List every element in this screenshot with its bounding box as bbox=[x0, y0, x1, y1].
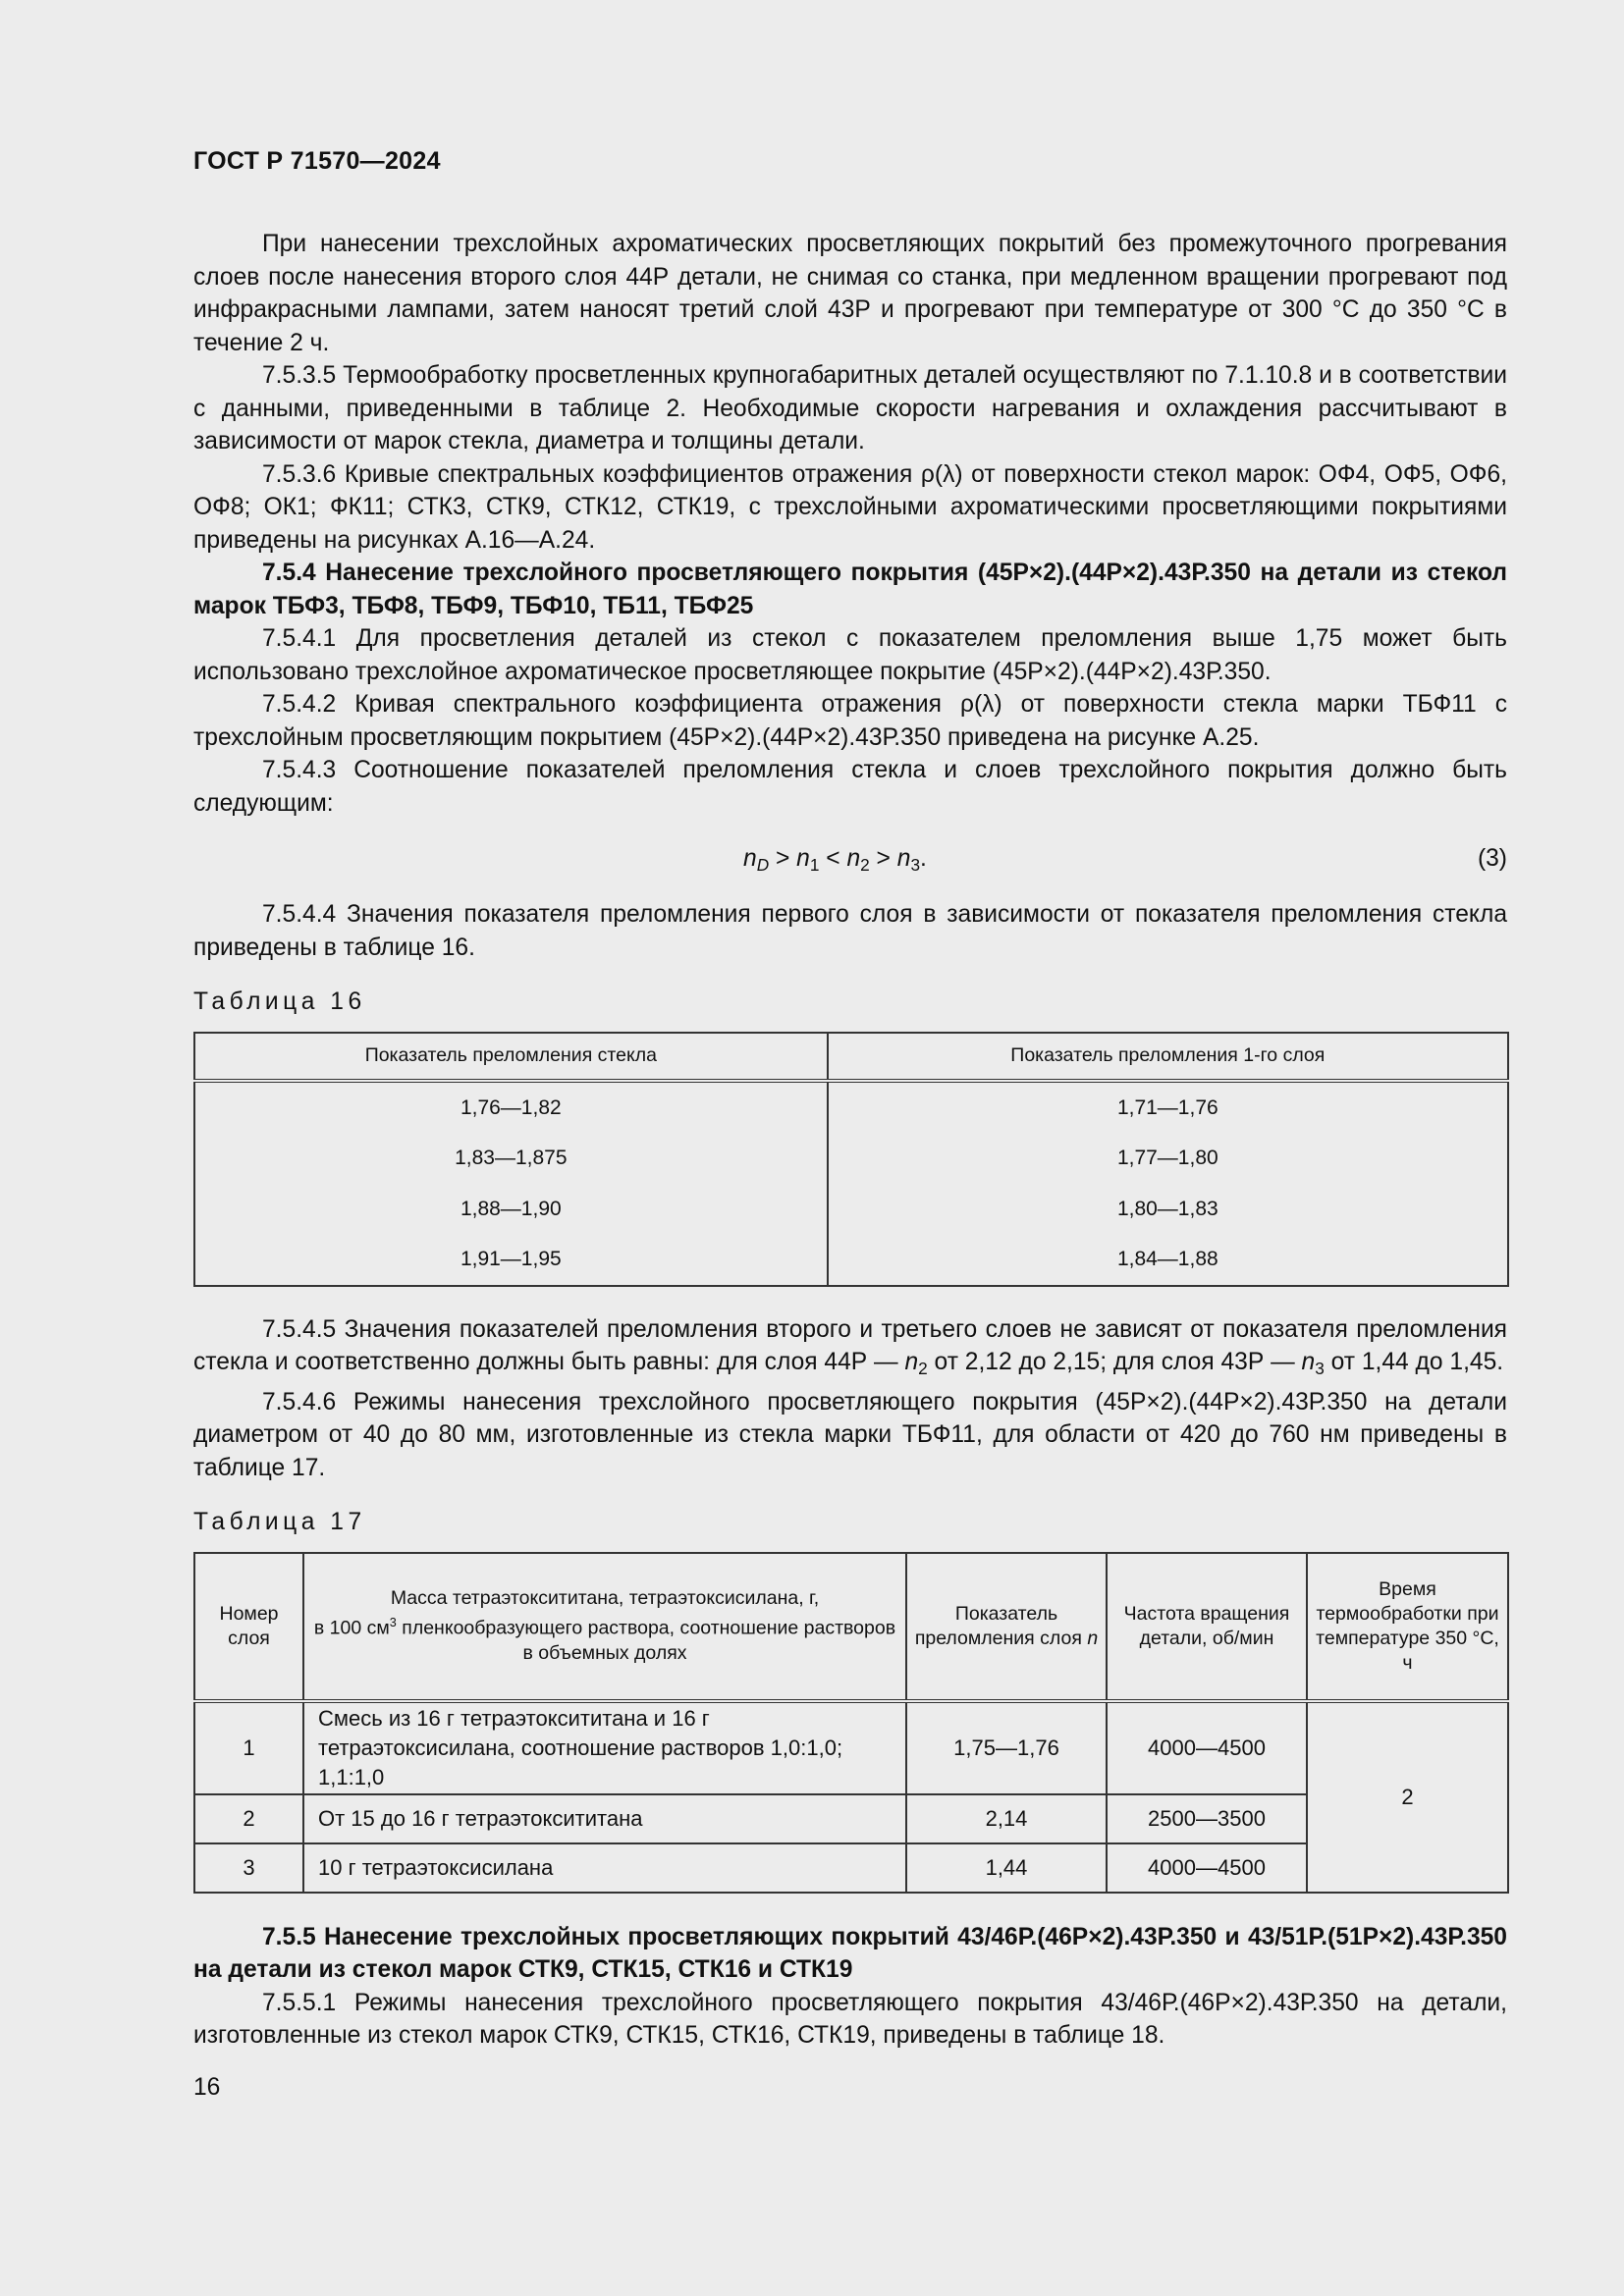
table-cell: 3 bbox=[194, 1843, 303, 1893]
paragraph-7-5-4-3: 7.5.4.3 Соотношение показателей преломления стекла и слоев трехслойного покрытия должно быть следующим: bbox=[193, 757, 1507, 817]
table16-caption: Таблица 16 bbox=[193, 988, 366, 1015]
table16-header-glass: Показатель преломления стекла bbox=[194, 1033, 828, 1081]
paragraph: При нанесении трехслойных ахроматических просветляющих покрытий без промежуточного прогревания слоев после нанесения второго слоя 44Р детали, не снимая со станка, при медленном вращении прогревают под инфракрасными лампами, затем наносят третий слой 43Р и прогревают при температуре от 300 °С до 350 °С в течение 2 ч. bbox=[193, 231, 1507, 356]
table17-header-rpm: Частота вращения детали, об/мин bbox=[1107, 1553, 1307, 1701]
table17-header-time: Время термообработки при температуре 350 °С, ч bbox=[1307, 1553, 1508, 1701]
table-cell: 2500—3500 bbox=[1107, 1794, 1307, 1843]
paragraph-7-5-3-5: 7.5.3.5 Термообработку просветленных крупногабаритных деталей осуществляют по 7.1.10.8 и в соответствии с данными, приведенными в таблице 2. Необходимые скорости нагревания и охлаждения рассчитывают в зависимости от марок стекла, диаметра и толщины детали. bbox=[193, 362, 1507, 454]
table-cell: 1,71—1,76 bbox=[828, 1081, 1508, 1134]
table-cell: 1,84—1,88 bbox=[828, 1234, 1508, 1286]
page-content bbox=[193, 228, 1507, 2053]
formula-3 bbox=[193, 842, 1507, 876]
table17-header-layer-number: Номер слоя bbox=[194, 1553, 303, 1701]
table-cell: 2,14 bbox=[906, 1794, 1107, 1843]
formula-number: (3) bbox=[1477, 845, 1507, 872]
table-cell: 1,88—1,90 bbox=[194, 1184, 828, 1235]
table17-header-index: Показатель преломления слоя n bbox=[906, 1553, 1107, 1701]
paragraph-7-5-4-1: 7.5.4.1 Для просветления деталей из стекол с показателем преломления выше 1,75 может быть использовано трехслойное ахроматическое просветляющее покрытие (45Р×2).(44Р×2).43Р.350. bbox=[193, 625, 1507, 685]
paragraph-7-5-4-2: 7.5.4.2 Кривая спектрального коэффициента отражения ρ(λ) от поверхности стекла марки ТБФ11 с трехслойным просветляющим покрытием (45Р×2).(44Р×2).43Р.350 приведена на рисунке А.25. bbox=[193, 691, 1507, 751]
table-row bbox=[194, 1184, 1508, 1235]
page-number: 16 bbox=[193, 2074, 221, 2101]
table16-header-layer: Показатель преломления 1-го слоя bbox=[828, 1033, 1508, 1081]
document-header: ГОСТ Р 71570—2024 bbox=[193, 147, 441, 175]
paragraph-7-5-3-6: 7.5.3.6 Кривые спектральных коэффициентов отражения ρ(λ) от поверхности стекол марок: ОФ4, ОФ5, ОФ6, ОФ8; ОК1; ФК11; СТК3, СТК9, СТК12, СТК19, с трехслойными ахроматическими просветляющими покрытиями приведены на рисунках А.16—А.24. bbox=[193, 460, 1507, 554]
paragraph-7-5-5-1: 7.5.5.1 Режимы нанесения трехслойного просветляющего покрытия 43/46Р.(46Р×2).43Р.350 на детали, изготовленные из стекол марок СТК9, СТК15, СТК16, СТК19, приведены в таблице 18. bbox=[193, 1989, 1507, 2049]
table-cell: 10 г тетраэтоксисилана bbox=[303, 1843, 906, 1893]
formula-expression: $n_D > n_1 < n_2 > n_3$. bbox=[743, 845, 927, 875]
table-cell: 1,83—1,875 bbox=[194, 1133, 828, 1184]
table-cell: 1,44 bbox=[906, 1843, 1107, 1893]
table-row bbox=[194, 1133, 1508, 1184]
table-row bbox=[194, 1234, 1508, 1286]
table-cell: 4000—4500 bbox=[1107, 1843, 1307, 1893]
table-cell: От 15 до 16 г тетраэтоксититана bbox=[303, 1794, 906, 1843]
table-cell: 1,75—1,76 bbox=[906, 1701, 1107, 1794]
paragraph-7-5-4-4: 7.5.4.4 Значения показателя преломления первого слоя в зависимости от показателя преломления стекла приведены в таблице 16. bbox=[193, 901, 1507, 961]
table-cell: 1,80—1,83 bbox=[828, 1184, 1508, 1235]
table-cell: 4000—4500 bbox=[1107, 1701, 1307, 1794]
section-heading-7-5-5: 7.5.5 Нанесение трехслойных просветляющих покрытий 43/46Р.(46Р×2).43Р.350 и 43/51Р.(51Р×2).43Р.350 на детали из стекол марок СТК9, СТК15, СТК16 и СТК19 bbox=[193, 1923, 1507, 1983]
table-row bbox=[194, 1081, 1508, 1134]
table-cell: 1 bbox=[194, 1701, 303, 1794]
table-cell: 1,76—1,82 bbox=[194, 1081, 828, 1134]
paragraph-7-5-4-6: 7.5.4.6 Режимы нанесения трехслойного просветляющего покрытия (45Р×2).(44Р×2).43Р.350 на детали диаметром от 40 до 80 мм, изготовленные из стекла марки ТБФ11, для области от 420 до 760 нм приведены в таблице 17. bbox=[193, 1388, 1507, 1481]
table-row bbox=[194, 1701, 1508, 1794]
paragraph-7-5-4-5: 7.5.4.5 Значения показателей преломления второго и третьего слоев не зависят от показателя преломления стекла и соответственно должны быть равны: для слоя 44Р — $n_2$ от 2,12 до 2,15; для слоя 43Р — $n_3$ от 1,44 до 1,45. bbox=[193, 1315, 1507, 1378]
table-cell: Смесь из 16 г тетраэтоксититана и 16 г тетраэтоксисилана, соотношение растворов 1,0:1,0; 1,1:1,0 bbox=[303, 1701, 906, 1794]
table-cell: 1,91—1,95 bbox=[194, 1234, 828, 1286]
table17-caption: Таблица 17 bbox=[193, 1509, 366, 1535]
table17-time-cell: 2 bbox=[1307, 1701, 1508, 1893]
table-17 bbox=[193, 1552, 1509, 1894]
table17-header-mass: Масса тетраэтоксититана, тетраэтоксисилана, г, в 100 $см^3$ пленкообразующего раствора, соотношение растворов в объемных долях bbox=[303, 1553, 906, 1701]
table-cell: 1,77—1,80 bbox=[828, 1133, 1508, 1184]
section-heading-7-5-4: 7.5.4 Нанесение трехслойного просветляющего покрытия (45Р×2).(44Р×2).43Р.350 на детали из стекол марок ТБФ3, ТБФ8, ТБФ9, ТБФ10, ТБ11, ТБФ25 bbox=[193, 560, 1507, 619]
table-cell: 2 bbox=[194, 1794, 303, 1843]
table-16 bbox=[193, 1032, 1509, 1287]
